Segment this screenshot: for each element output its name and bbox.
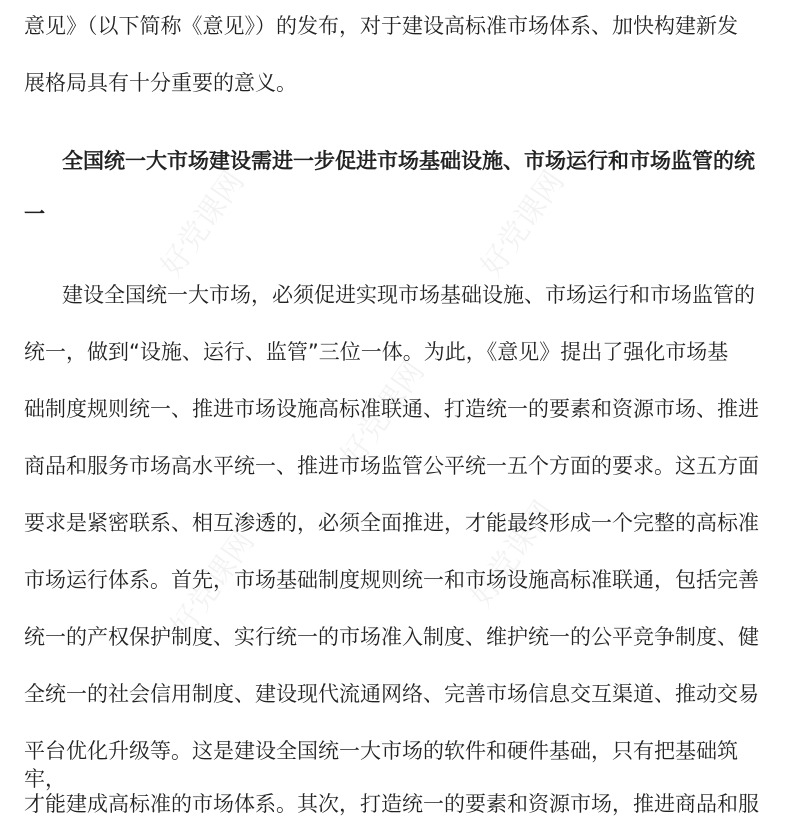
watermark-text: 好党课网 [154,164,252,284]
paragraph-line: 意见》（以下简称《意见》）的发布，对于建设高标准市场体系、加快构建新发 [24,14,738,38]
paragraph-line: 全统一的社会信用制度、建设现代流通网络、完善市场信息交互渠道、推动交易 [24,682,759,706]
paragraph-line: 平台优化升级等。这是建设全国统一大市场的软件和硬件基础，只有把基础筑牢， [24,739,738,791]
watermark-text: 好党课网 [464,494,562,614]
paragraph-line: 建设全国统一大市场，必须促进实现市场基础设施、市场运行和市场监管的 [62,283,755,307]
watermark-text: 好党课网 [474,164,572,284]
section-heading: 全国统一大市场建设需进一步促进市场基础设施、市场运行和市场监管的统 [62,149,755,173]
paragraph-line: 要求是紧密联系、相互渗透的，必须全面推进，才能最终形成一个完整的高标准 [24,511,759,535]
watermark-text: 好党课网 [334,354,432,474]
paragraph-line: 才能建成高标准的市场体系。其次，打造统一的要素和资源市场，推进商品和服 [24,792,759,816]
watermark-text: 好党课网 [164,524,262,644]
paragraph-line: 统一的产权保护制度、实行统一的市场准入制度、维护统一的公平竞争制度、健 [24,625,759,649]
paragraph-line: 商品和服务市场高水平统一、推进市场监管公平统一五个方面的要求。这五方面 [24,454,759,478]
paragraph-line: 统一，做到“设施、运行、监管”三位一体。为此，《意见》提出了强化市场基 [24,340,729,364]
paragraph-line: 市场运行体系。首先，市场基础制度规则统一和市场设施高标准联通，包括完善 [24,568,759,592]
section-heading: 一 [24,202,45,226]
paragraph-line: 展格局具有十分重要的意义。 [24,71,297,95]
paragraph-line: 础制度规则统一、推进市场设施高标准联通、打造统一的要素和资源市场、推进 [24,397,759,421]
